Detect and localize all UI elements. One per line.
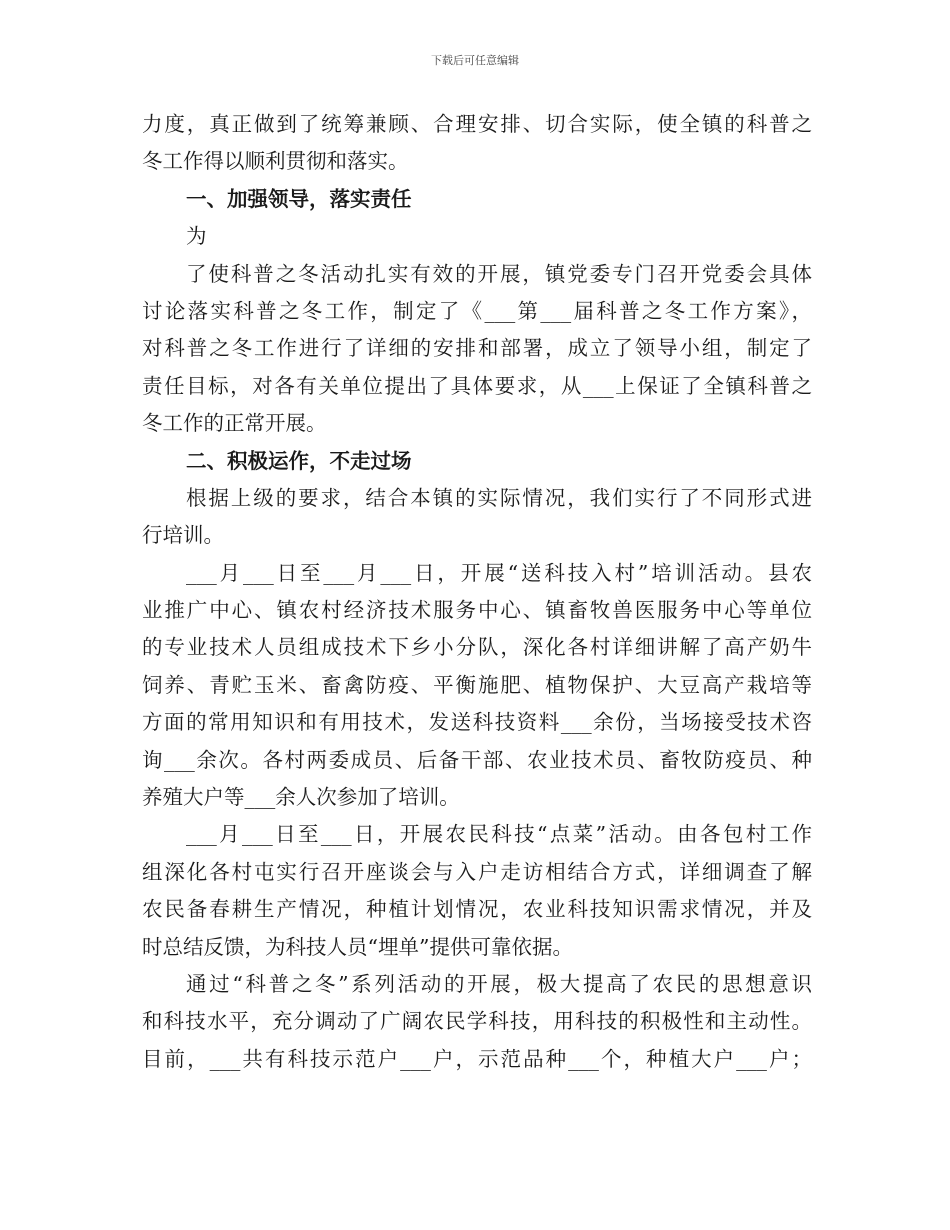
text-line: 根据上级的要求，结合本镇的实际情况，我们实行了不同形式进	[186, 485, 812, 510]
text-line: 了使科普之冬活动扎实有效的开展，镇党委专门召开党委会具体	[186, 261, 812, 286]
page-header: 下载后可任意编辑	[431, 54, 519, 67]
text-line: 目前，___共有科技示范户___户，示范品种___个，种植大户___户；	[142, 1046, 812, 1071]
text-line: 的专业技术人员组成技术下乡小分队，深化各村详细讲解了高产奶牛	[142, 635, 812, 660]
text-line: 饲养、青贮玉米、畜禽防疫、平衡施肥、植物保护、大豆高产栽培等	[142, 672, 812, 697]
text-line: 询___余次。各村两委成员、后备干部、农业技术员、畜牧防疫员、种	[142, 747, 812, 772]
text-line: 养殖大户等___余人次参加了培训。	[142, 785, 460, 810]
text-line: 为	[186, 224, 207, 249]
text-line: 冬工作的正常开展。	[142, 411, 327, 436]
text-line: 力度，真正做到了统筹兼顾、合理安排、切合实际，使全镇的科普之	[142, 112, 812, 136]
text-line: 行培训。	[142, 523, 224, 548]
text-line: 对科普之冬工作进行了详细的安排和部署，成立了领导小组，制定了	[142, 336, 812, 361]
section-heading: 一、加强领导，落实责任	[186, 186, 412, 211]
text-line: ___月___日至___日，开展农民科技“点菜”活动。由各包村工作	[186, 822, 812, 847]
section-heading: 二、积极运作，不走过场	[186, 448, 412, 473]
text-line: 冬工作得以顺利贯彻和落实。	[142, 149, 409, 174]
text-line: 业推广中心、镇农村经济技术服务中心、镇畜牧兽医服务中心等单位	[142, 598, 812, 623]
text-line: 讨论落实科普之冬工作，制定了《___第___届科普之冬工作方案》，	[142, 298, 812, 323]
document-body	[142, 106, 812, 1078]
text-line: 方面的常用知识和有用技术，发送科技资料___余份，当场接受技术咨	[142, 710, 812, 735]
text-line: 时总结反馈，为科技人员“埋单”提供可靠依据。	[142, 934, 573, 959]
text-line: 责任目标，对各有关单位提出了具体要求，从___上保证了全镇科普之	[142, 373, 812, 398]
text-line: 农民备春耕生产情况，种植计划情况，农业科技知识需求情况，并及	[142, 897, 812, 922]
text-line: ___月___日至___月___日，开展“送科技入村”培训活动。县农	[186, 560, 812, 585]
text-line: 组深化各村屯实行召开座谈会与入户走访相结合方式，详细调查了解	[142, 859, 812, 884]
text-line: 通过“科普之冬”系列活动的开展，极大提高了农民的思想意识	[186, 971, 812, 996]
text-line: 和科技水平，充分调动了广阔农民学科技，用科技的积极性和主动性。	[142, 1009, 812, 1034]
